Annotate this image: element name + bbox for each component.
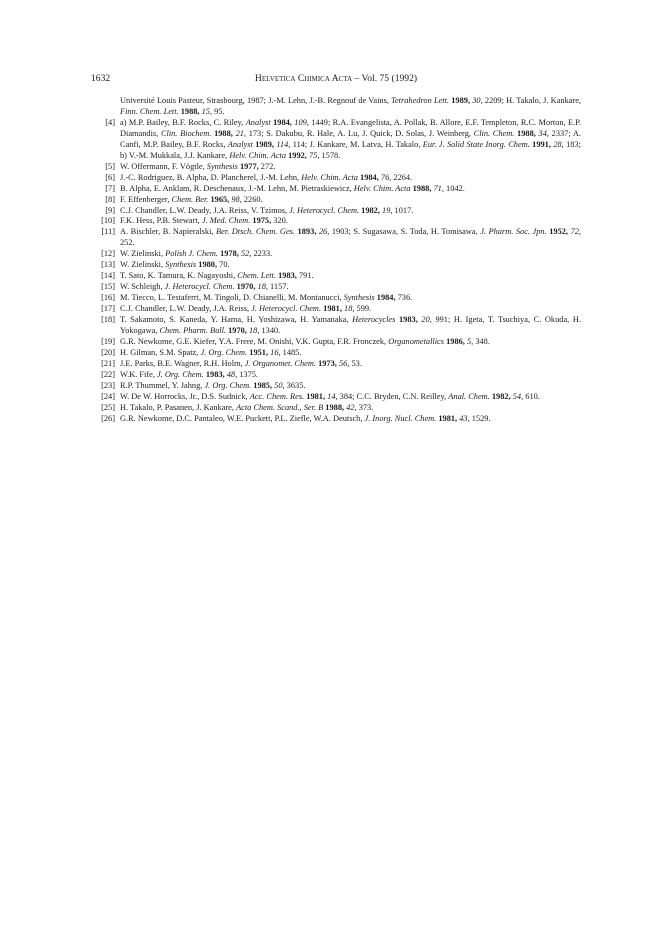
publication-year: 1983, xyxy=(278,271,297,281)
reference-segment: 2260. xyxy=(241,194,263,204)
reference-number: [14] xyxy=(101,271,115,281)
reference-entry xyxy=(91,118,581,162)
reference-entry xyxy=(91,173,581,184)
publication-year: 1989, xyxy=(451,96,471,105)
reference-segment: 1449; R.A. Evangelista, A. Pollak, B. Allore, E.F. Templeton, R.C. Morton, E.P. Diamandis, xyxy=(120,117,582,138)
reference-segment: 183; b) V.-M. Mukkala, J.J. Kankare, xyxy=(120,139,581,160)
journal-title: Polish J. Chem. xyxy=(165,249,218,259)
journal-running-title xyxy=(91,72,581,86)
journal-title: J. Org. Chem. xyxy=(200,347,248,357)
reference-segment: 2233. xyxy=(251,249,273,259)
reference-entry xyxy=(91,162,581,173)
reference-number: [25] xyxy=(101,402,115,412)
reference-number: [23] xyxy=(101,380,115,390)
reference-segment: 1375. xyxy=(237,369,259,379)
journal-title: 76, xyxy=(380,172,392,182)
reference-number: [8] xyxy=(105,194,115,204)
reference-entry xyxy=(91,293,581,304)
publication-year: 1988, xyxy=(412,183,432,193)
journal-title: 18, xyxy=(248,326,260,336)
reference-text xyxy=(120,304,581,315)
reference-text xyxy=(120,162,581,173)
publication-year: 1973, xyxy=(318,358,337,368)
journal-title: Synthesis xyxy=(165,260,197,270)
publication-year: 1893, xyxy=(297,227,317,237)
reference-segment: 70. xyxy=(217,260,230,270)
journal-title: Acc. Chem. Res. xyxy=(249,391,305,401)
reference-number: [5] xyxy=(105,161,115,171)
reference-entry xyxy=(91,392,581,403)
reference-number: [26] xyxy=(101,413,115,423)
reference-text xyxy=(120,392,581,403)
publication-year: 1988, xyxy=(214,128,233,138)
reference-entry xyxy=(91,315,581,337)
reference-number: [4] xyxy=(105,117,115,127)
publication-year: 1952, xyxy=(549,227,569,237)
journal-title: Chem. Pharm. Bull. xyxy=(159,326,226,336)
publication-year: 1970, xyxy=(236,282,256,292)
reference-text xyxy=(120,414,581,425)
reference-number: [22] xyxy=(101,369,115,379)
publication-year: 1992, xyxy=(288,150,307,160)
reference-text xyxy=(120,315,581,337)
reference-segment: 348. xyxy=(473,336,490,346)
reference-segment: 384; C.C. Bryden, C.N. Reilley, xyxy=(337,391,449,401)
reference-entry xyxy=(91,227,581,249)
publication-year: 1965, xyxy=(210,194,230,204)
reference-segment: 53. xyxy=(349,358,362,368)
reference-number: [21] xyxy=(101,358,115,368)
reference-text xyxy=(120,337,581,348)
journal-title: 18, xyxy=(257,282,268,292)
publication-year: 1985, xyxy=(253,380,273,390)
reference-text xyxy=(120,206,581,217)
reference-segment: W. Offermann, F. Vögtle, xyxy=(120,161,207,171)
reference-segment: W. Schleigh, xyxy=(120,282,165,292)
reference-segment: 610. xyxy=(523,391,540,401)
publication-year: 1981, xyxy=(306,391,326,401)
reference-number: [6] xyxy=(105,172,115,182)
journal-title: 50, xyxy=(274,380,285,390)
publication-year: 1983, xyxy=(399,315,418,325)
reference-segment: 1340. xyxy=(259,326,281,336)
reference-text xyxy=(120,216,581,227)
journal-title: Tetrahedron Lett. xyxy=(391,96,450,105)
reference-segment: 114; J. Kankare, M. Latva, H. Takalo, xyxy=(290,139,423,149)
reference-segment: B. Alpha, E. Anklam, R. Deschenaux, J.-M. Lehn, M. Pietraskiewicz, xyxy=(120,183,354,193)
reference-text xyxy=(120,249,581,260)
reference-number: [19] xyxy=(101,336,115,346)
journal-title: Analyst xyxy=(245,117,271,127)
journal-title: 30, xyxy=(472,96,483,105)
journal-title: Analyst xyxy=(227,139,253,149)
journal-title: Heterocycles xyxy=(352,315,396,325)
reference-entry xyxy=(91,414,581,425)
reference-number: [7] xyxy=(105,183,115,193)
reference-list xyxy=(91,96,581,425)
reference-segment: 991; H. Igeta, T. Tsuchiya, C. Okuda, H. Yokogawa, xyxy=(120,315,581,336)
reference-segment: C.J. Chandler, L.W. Deady, J.A. Reiss, V. Tzimos, xyxy=(120,205,290,215)
reference-text xyxy=(120,173,581,184)
journal-title: Clin. Biochem. xyxy=(160,128,212,138)
publication-year: 1988, xyxy=(325,402,345,412)
journal-title: J. Med. Chem. xyxy=(201,216,251,226)
reference-number: [12] xyxy=(101,249,115,259)
journal-title: 20, xyxy=(421,315,432,325)
journal-title: J. Org. Chem. xyxy=(204,380,252,390)
publication-year: 1984, xyxy=(360,172,379,182)
reference-continuation xyxy=(91,96,581,118)
journal-title: Finn. Chem. Lett. xyxy=(120,106,179,116)
reference-number: [9] xyxy=(105,205,115,215)
journal-title: Anal. Chem. xyxy=(448,391,490,401)
reference-entry xyxy=(91,370,581,381)
journal-title: 26, xyxy=(318,227,330,237)
reference-segment: 1485. xyxy=(280,347,302,357)
journal-title: 56, xyxy=(338,358,350,368)
reference-segment: G.R. Newkome, D.C. Pantaleo, W.E. Puckett, P.L. Ziefle, W.A. Deutsch, xyxy=(120,413,365,423)
reference-segment: 373. xyxy=(356,402,374,412)
reference-segment: A. Bischler, B. Napieralski, xyxy=(120,227,217,237)
publication-year: 1982, xyxy=(491,391,511,401)
journal-title: J. Heterocycl. Chem. xyxy=(251,304,322,314)
reference-text xyxy=(120,184,581,195)
journal-title: 21, xyxy=(235,128,246,138)
journal-title: 52, xyxy=(240,249,252,259)
reference-segment: 1017. xyxy=(392,205,414,215)
reference-segment: W. De W. Horrocks, Jr., D.S. Sudnick, xyxy=(120,391,250,401)
reference-number: [13] xyxy=(101,260,115,270)
reference-text xyxy=(120,381,581,392)
reference-number: [17] xyxy=(101,304,115,314)
journal-title: Chem. Ber. xyxy=(171,194,209,204)
reference-segment: T. Sakamoto, S. Kaneda, Y. Hama, H. Yoshizawa, H. Yamanaka, xyxy=(120,315,353,325)
reference-segment: 252. xyxy=(120,238,135,248)
reference-segment: 2264. xyxy=(391,172,413,182)
reference-number: [18] xyxy=(101,315,115,325)
journal-title: 14, xyxy=(327,391,338,401)
page-number: 1632 xyxy=(91,73,111,84)
journal-title: 16, xyxy=(270,347,281,357)
journal-title: Synthesis xyxy=(343,293,375,303)
publication-year: 1982, xyxy=(361,205,380,215)
reference-entry xyxy=(91,403,581,414)
journal-title: 42, xyxy=(346,402,357,412)
reference-text xyxy=(120,195,581,206)
journal-title: J. Organomet. Chem. xyxy=(244,358,316,368)
reference-segment: a) M.P. Bailey, B.F. Rocks, C. Riley, xyxy=(120,117,246,127)
reference-segment: W. Zielinski, xyxy=(120,260,166,270)
volume-info: – Vol. 75 (1992) xyxy=(354,73,418,84)
journal-title: Chem. Lett. xyxy=(237,271,277,281)
journal-title: Organometallics xyxy=(388,336,444,346)
reference-entry xyxy=(91,381,581,392)
journal-title: J. Org. Chem. xyxy=(157,369,204,379)
reference-text xyxy=(120,370,581,381)
reference-entry xyxy=(91,337,581,348)
reference-number: [15] xyxy=(101,282,115,292)
reference-segment: H. Takalo, P. Pasanen, J. Kankare, xyxy=(120,402,237,412)
publication-year: 1989, xyxy=(255,139,274,149)
reference-segment: 736. xyxy=(395,293,413,303)
reference-segment: 3635. xyxy=(284,380,306,390)
reference-entry xyxy=(91,249,581,260)
publication-year: 1984, xyxy=(273,117,292,127)
journal-title: 5, xyxy=(466,336,474,346)
reference-text xyxy=(120,282,581,293)
reference-segment: 1578. xyxy=(319,150,341,160)
journal-title: 54, xyxy=(512,391,524,401)
reference-segment: C.J. Chandler, L.W. Deady, J.A. Reiss, xyxy=(120,304,252,314)
reference-entry xyxy=(91,184,581,195)
reference-entry xyxy=(91,304,581,315)
reference-text xyxy=(120,403,581,414)
reference-text xyxy=(120,348,581,359)
reference-segment: 173; S. Dakubu, R. Hale, A. Lu, J. Quick, D. Solas, J. Weinberg, xyxy=(246,128,474,138)
publication-year: 1988, xyxy=(180,106,200,116)
reference-entry xyxy=(91,271,581,282)
journal-title: Helv. Chim. Acta xyxy=(229,150,287,160)
reference-text xyxy=(120,96,581,118)
reference-entry xyxy=(91,359,581,370)
reference-segment: 1903; S. Sugasawa, S. Toda, H. Tomisawa, xyxy=(329,227,481,237)
reference-segment: F.K. Hess, P.B. Stewart, xyxy=(120,216,202,226)
reference-number: [11] xyxy=(101,227,115,237)
reference-segment: F. Effenberger, xyxy=(120,194,172,204)
reference-segment: 1042. xyxy=(443,183,465,193)
reference-number: [24] xyxy=(101,391,115,401)
publication-year: 1970, xyxy=(228,326,247,336)
reference-segment: G.R. Newkome, G.E. Kiefer, Y.A. Frere, M. Onishi, V.K. Gupta, F.R. Fronczek, xyxy=(120,336,389,346)
reference-entry xyxy=(91,282,581,293)
publication-year: 1977, xyxy=(239,161,259,171)
reference-entry xyxy=(91,216,581,227)
journal-title: 98, xyxy=(231,194,242,204)
reference-text xyxy=(120,293,581,304)
reference-entry xyxy=(91,195,581,206)
reference-number: [20] xyxy=(101,347,115,357)
reference-segment: 1157. xyxy=(267,282,289,292)
journal-title: Helv. Chim. Acta xyxy=(301,172,358,182)
journal-title: J. Inorg. Nucl. Chem. xyxy=(364,413,437,423)
reference-number: [10] xyxy=(101,216,115,226)
reference-entry xyxy=(91,348,581,359)
reference-segment: J.-C. Rodriguez, B. Alpha, D. Plancherel, J.-M. Lehn, xyxy=(120,172,302,182)
journal-title: Synthesis xyxy=(206,161,238,171)
reference-entry xyxy=(91,206,581,217)
reference-segment: 320. xyxy=(271,216,288,226)
reference-segment: 95. xyxy=(212,106,225,116)
journal-title: 15, xyxy=(201,106,213,116)
journal-title: 75, xyxy=(308,150,320,160)
reference-text xyxy=(120,118,581,162)
reference-segment: J.E. Parks, B.E. Wagner, R.H. Holm, xyxy=(120,358,245,368)
publication-year: 1991, xyxy=(532,139,551,149)
publication-year: 1983, xyxy=(205,369,225,379)
reference-segment: 272. xyxy=(258,161,276,171)
reference-segment: Université Louis Pasteur, Strasbourg, 1987; J.-M. Lehn, J.-B. Regnouf de Vains, xyxy=(120,96,392,105)
journal-name: Helvetica Chimica Acta xyxy=(254,73,353,84)
journal-title: J. Heterocycl. Chem. xyxy=(289,205,360,215)
reference-segment: 2337; A. Canfi, M.P. Bailey, B.F. Rocks, xyxy=(120,128,582,149)
publication-year: 1980, xyxy=(198,260,218,270)
journal-title: 48, xyxy=(226,369,238,379)
journal-title: Clin. Chem. xyxy=(473,128,515,138)
reference-text xyxy=(120,260,581,271)
publication-year: 1981, xyxy=(323,304,342,314)
journal-title: Eur. J. Solid State Inorg. Chem. xyxy=(422,139,530,149)
reference-segment: H. Gilman, S.M. Spatz, xyxy=(120,347,201,357)
publication-year: 1978, xyxy=(220,249,239,259)
journal-title: 72, xyxy=(570,227,581,237)
reference-text xyxy=(120,227,581,249)
journal-title: 109, xyxy=(294,117,309,127)
journal-title: J. Heterocycl. Chem. xyxy=(164,282,235,292)
journal-title: Helv. Chim. Acta xyxy=(353,183,411,193)
reference-text xyxy=(120,271,581,282)
journal-title: 18, xyxy=(344,304,355,314)
reference-text xyxy=(120,359,581,370)
reference-segment: W. Zielinski, xyxy=(120,249,166,259)
reference-segment: 599. xyxy=(354,304,372,314)
publication-year: 1981, xyxy=(438,413,458,423)
reference-segment: T. Sato, K. Tamura, K. Nagayoshi, xyxy=(120,271,238,281)
reference-segment: M. Tiecco, L. Testaferri, M. Tingoli, D. Chianelli, M. Montanucci, xyxy=(120,293,344,303)
reference-segment: 1529. xyxy=(469,413,491,423)
journal-title: 34, xyxy=(538,128,549,138)
running-header xyxy=(91,72,581,86)
publication-year: 1984, xyxy=(376,293,396,303)
journal-title: Ber. Dtsch. Chem. Ges. xyxy=(216,227,295,237)
journal-title: J. Pharm. Soc. Jpn. xyxy=(480,227,547,237)
journal-title: 43, xyxy=(459,413,470,423)
journal-title: 19, xyxy=(382,205,393,215)
publication-year: 1986, xyxy=(446,336,465,346)
reference-segment: W.K. Fife, xyxy=(120,369,158,379)
publication-year: 1988, xyxy=(517,128,536,138)
journal-title: 28, xyxy=(553,139,564,149)
reference-segment: 2209; H. Takalo, J. Kankare, xyxy=(482,96,582,105)
reference-number: [16] xyxy=(101,293,115,303)
journal-title: Acta Chem. Scand., Ser. B xyxy=(236,402,324,412)
reference-entry xyxy=(91,260,581,271)
reference-segment: R.P. Thummel, Y. Jahng, xyxy=(120,380,205,390)
publication-year: 1975, xyxy=(252,216,272,226)
journal-title: 114, xyxy=(276,139,291,149)
reference-segment: 791. xyxy=(296,271,314,281)
publication-year: 1951, xyxy=(249,347,269,357)
journal-title: 71, xyxy=(433,183,444,193)
